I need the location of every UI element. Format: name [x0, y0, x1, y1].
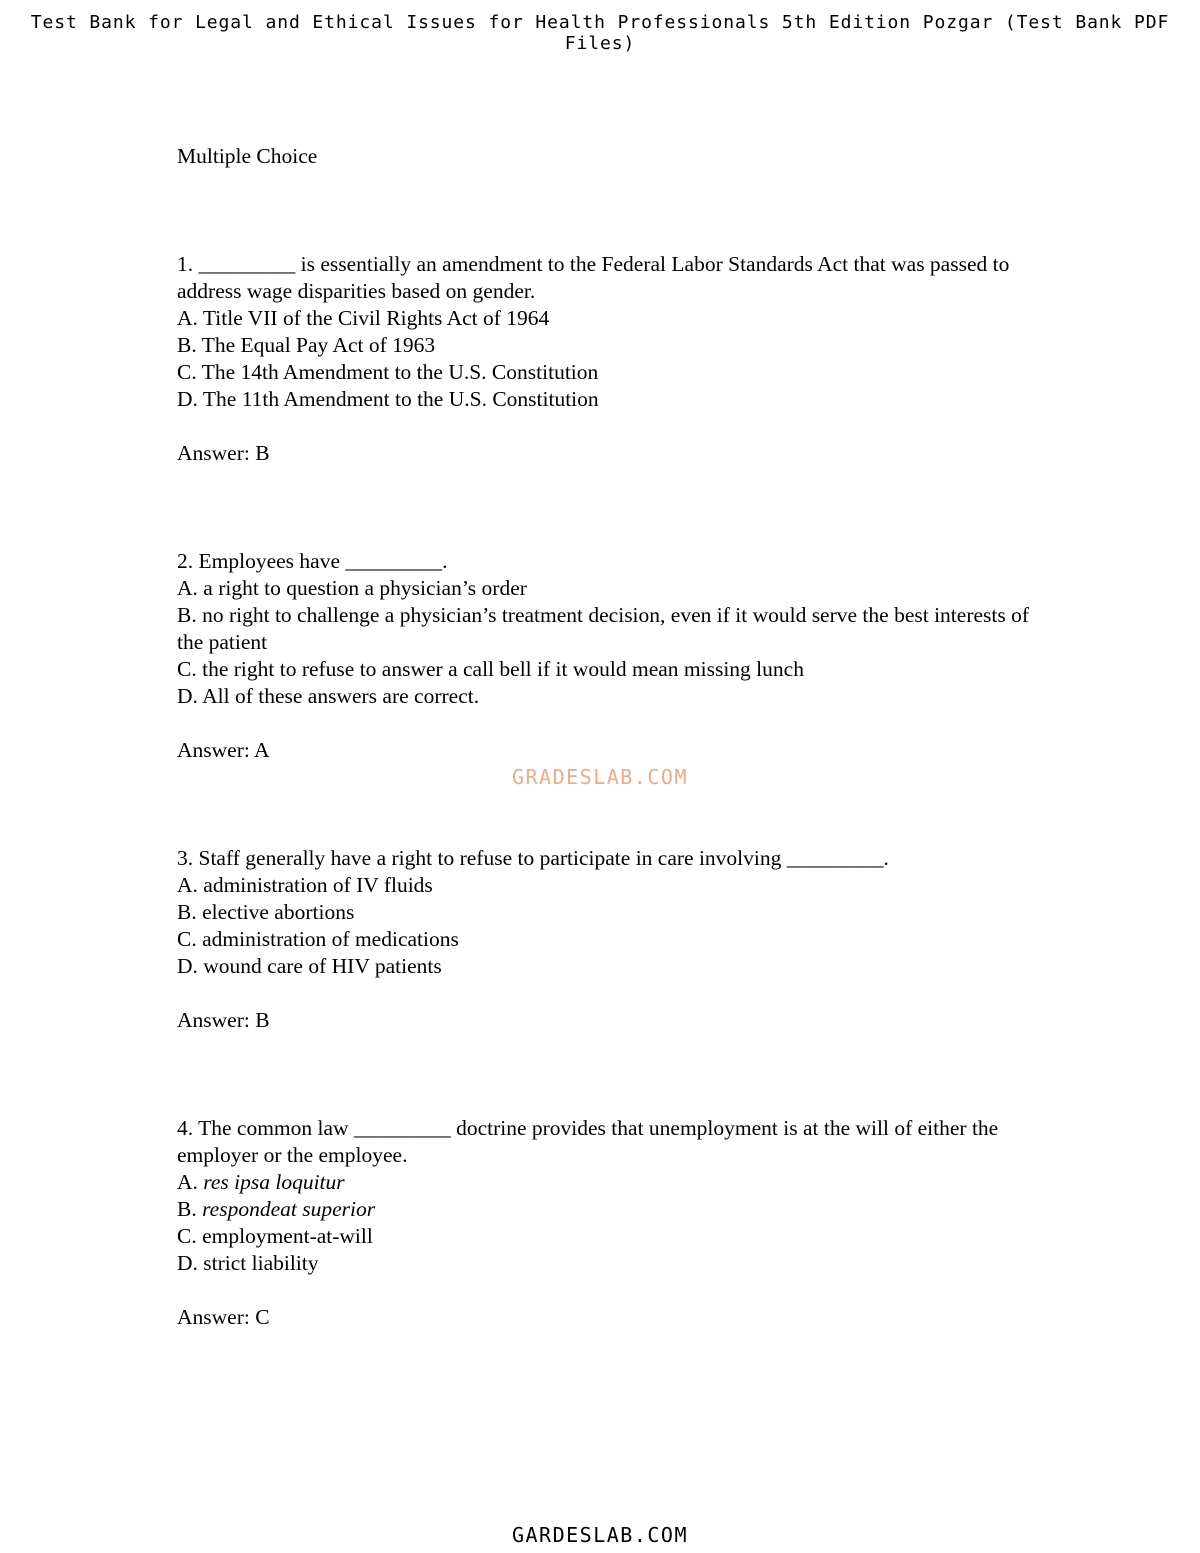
question-3 [177, 845, 1057, 1034]
answer-key: Answer: B [177, 441, 270, 465]
option-text: Title VII of the Civil Rights Act of 1964 [202, 306, 550, 330]
option-b [177, 899, 1057, 926]
option-text: no right to challenge a physician’s treatment decision, even if it would serve the best interests of the patient [177, 603, 1030, 654]
option-letter: C. [177, 360, 197, 384]
option-text: wound care of HIV patients [203, 954, 442, 978]
option-letter: C. [177, 1224, 197, 1248]
option-letter: B. [177, 1197, 197, 1221]
option-text: a right to question a physician’s order [203, 576, 527, 600]
answer-key: Answer: A [177, 738, 270, 762]
option-text: the right to refuse to answer a call bell if it would mean missing lunch [202, 657, 804, 681]
option-text: The Equal Pay Act of 1963 [201, 333, 436, 357]
option-c [177, 656, 1057, 683]
option-letter: C. [177, 927, 197, 951]
question-4 [177, 1115, 1057, 1331]
option-c [177, 359, 1057, 386]
question-stem: 1. _________ is essentially an amendment to the Federal Labor Standards Act that was passed to address wage disparities based on gender. [177, 252, 1010, 303]
option-text: The 14th Amendment to the U.S. Constitution [201, 360, 599, 384]
document-body [177, 143, 1057, 1331]
option-letter: D. [177, 1251, 198, 1275]
option-a [177, 305, 1057, 332]
section-title: Multiple Choice [177, 144, 318, 168]
option-a [177, 575, 1057, 602]
option-d [177, 386, 1057, 413]
option-letter: B. [177, 603, 197, 627]
answer-key: Answer: C [177, 1305, 270, 1329]
option-a [177, 1169, 1057, 1196]
option-d [177, 1250, 1057, 1277]
question-stem: 4. The common law _________ doctrine provides that unemployment is at the will of either the employer or the employee. [177, 1116, 999, 1167]
option-letter: C. [177, 657, 197, 681]
option-d [177, 683, 1057, 710]
option-c [177, 1223, 1057, 1250]
option-text: The 11th Amendment to the U.S. Constitution [202, 387, 599, 411]
option-letter: D. [177, 684, 198, 708]
option-text: strict liability [203, 1251, 319, 1275]
option-text: res ipsa loquitur [203, 1170, 345, 1194]
option-b [177, 332, 1057, 359]
option-letter: B. [177, 333, 197, 357]
option-letter: A. [177, 1170, 198, 1194]
option-c [177, 926, 1057, 953]
question-1 [177, 251, 1057, 467]
page-footer: GARDESLAB.COM [511, 1523, 689, 1547]
question-2 [177, 548, 1057, 764]
option-letter: A. [177, 873, 198, 897]
option-text: employment-at-will [202, 1224, 373, 1248]
option-letter: D. [177, 954, 198, 978]
question-stem: 3. Staff generally have a right to refuse to participate in care involving _________. [177, 846, 889, 870]
option-text: All of these answers are correct. [202, 684, 480, 708]
option-letter: A. [177, 306, 198, 330]
option-letter: A. [177, 576, 198, 600]
answer-key: Answer: B [177, 1008, 270, 1032]
option-text: respondeat superior [202, 1197, 376, 1221]
document-header: Test Bank for Legal and Ethical Issues for Health Professionals 5th Edition Pozgar (Test Bank PDF Files) [30, 12, 1181, 54]
option-text: elective abortions [202, 900, 355, 924]
option-a [177, 872, 1057, 899]
option-letter: D. [177, 387, 198, 411]
option-d [177, 953, 1057, 980]
option-text: administration of IV fluids [203, 873, 433, 897]
option-letter: B. [177, 900, 197, 924]
watermark: GRADESLAB.COM [511, 765, 689, 789]
option-text: administration of medications [202, 927, 459, 951]
question-stem: 2. Employees have _________. [177, 549, 448, 573]
option-b [177, 602, 1057, 656]
option-b [177, 1196, 1057, 1223]
